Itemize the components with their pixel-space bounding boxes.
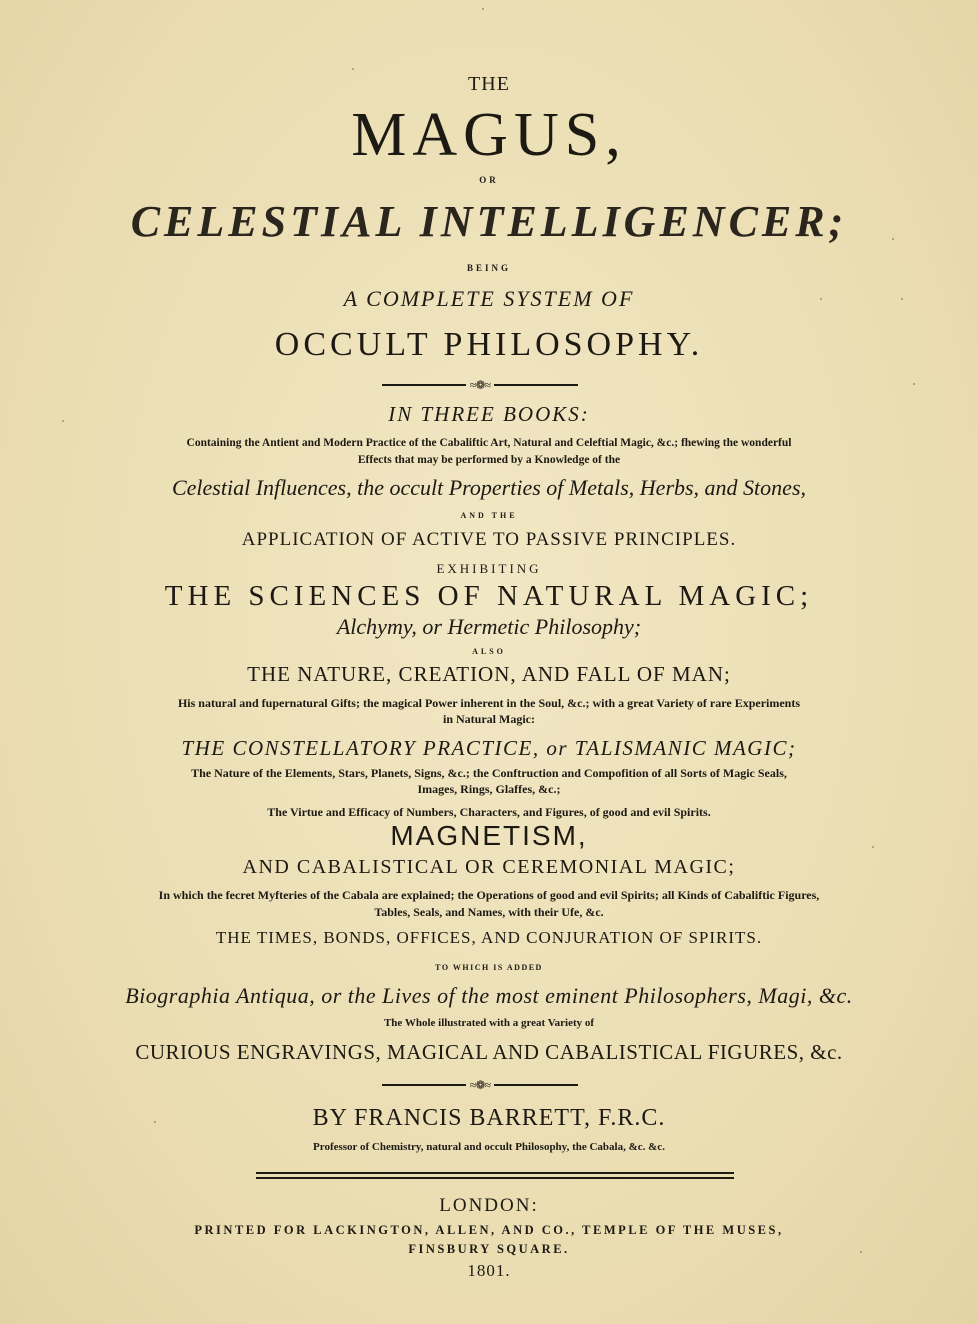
label-complete-system: A COMPLETE SYSTEM OF	[343, 286, 635, 311]
text-elements-2: Images, Rings, Glaffes, &c.;	[417, 782, 561, 796]
paper-speck	[482, 8, 484, 10]
paper-speck	[901, 298, 903, 300]
text-curious-engravings: CURIOUS ENGRAVINGS, MAGICAL AND CABALISTICAL FIGURES, &c.	[135, 1040, 843, 1064]
title-occult-philosophy: OCCULT PHILOSOPHY.	[274, 326, 704, 363]
paper-speck	[913, 383, 915, 385]
text-whole-illustrated: The Whole illustrated with a great Variety of	[383, 1017, 595, 1029]
text-author: BY FRANCIS BARRETT, F.R.C.	[312, 1105, 666, 1131]
title-the: THE	[468, 73, 510, 95]
text-magnetism: MAGNETISM,	[390, 820, 588, 851]
text-alchymy: Alchymy, or Hermetic Philosophy;	[336, 614, 642, 639]
paper-speck	[872, 846, 874, 848]
text-times-bonds: THE TIMES, BONDS, OFFICES, AND CONJURATION OF SPIRITS.	[215, 928, 763, 947]
text-cabalistical: AND CABALISTICAL OR CEREMONIAL MAGIC;	[242, 856, 736, 878]
text-mysteries-1: In which the fecret Myfteries of the Cabala are explained; the Operations of good and evil Spirits; all Kinds of Cabaliftic Figures,	[158, 888, 820, 902]
text-year: 1801.	[467, 1261, 511, 1280]
label-being: BEING	[466, 263, 511, 273]
label-to-which: TO WHICH IS ADDED	[435, 963, 543, 972]
paper-speck	[860, 1251, 862, 1253]
text-printed-for: PRINTED FOR LACKINGTON, ALLEN, AND CO., TEMPLE OF THE MUSES,	[194, 1223, 784, 1237]
label-in-three-books: IN THREE BOOKS:	[388, 402, 590, 426]
paper-speck	[892, 238, 894, 240]
text-elements-1: The Nature of the Elements, Stars, Planets, Signs, &c.; the Conftruction and Compofition of all Sorts of Magic Seals,	[191, 766, 787, 780]
text-mysteries-2: Tables, Seals, and Names, with their Ufe, &c.	[374, 905, 604, 919]
text-celestial-influences: Celestial Influences, the occult Properties of Metals, Herbs, and Stones,	[171, 475, 806, 500]
text-finsbury: FINSBURY SQUARE.	[408, 1242, 570, 1256]
paper-speck	[62, 420, 64, 422]
text-natural-gifts-1: His natural and fupernatural Gifts; the magical Power inherent in the Soul, &c.; with a great Variety of rare Experiments	[177, 696, 801, 710]
text-natural-gifts-2: in Natural Magic:	[443, 712, 535, 726]
label-and-the: AND THE	[460, 511, 518, 520]
title-subtitle: CELESTIAL INTELLIGENCER;	[130, 197, 848, 246]
label-exhibiting: EXHIBITING	[436, 561, 542, 576]
ornament-divider-bottom: ≈❁≈	[382, 1080, 578, 1090]
text-biographia: Biographia Antiqua, or the Lives of the most eminent Philosophers, Magi, &c.	[125, 983, 853, 1008]
title-or: OR	[479, 175, 499, 185]
text-containing-1: Containing the Antient and Modern Practice of the Cabaliftic Art, Natural and Celeftial Magic, &c.; fhewing the wonderful	[186, 437, 792, 449]
text-constellatory: THE CONSTELLATORY PRACTICE, or TALISMANIC MAGIC;	[181, 736, 797, 760]
text-virtue: The Virtue and Efficacy of Numbers, Characters, and Figures, of good and evil Spirits.	[267, 805, 711, 819]
text-nature-creation: THE NATURE, CREATION, AND FALL OF MAN;	[247, 662, 731, 686]
text-london: LONDON:	[439, 1195, 539, 1216]
double-rule	[256, 1172, 734, 1179]
ornament-divider-top: ≈❁≈	[382, 380, 578, 390]
label-also: ALSO	[472, 647, 506, 656]
text-application: APPLICATION OF ACTIVE TO PASSIVE PRINCIPLES.	[241, 529, 737, 550]
paper-speck	[820, 298, 822, 300]
title-magus: MAGUS,	[351, 101, 627, 169]
text-containing-2: Effects that may be performed by a Knowledge of the	[357, 454, 621, 466]
text-author-credentials: Professor of Chemistry, natural and occult Philosophy, the Cabala, &c. &c.	[313, 1141, 665, 1153]
paper-speck	[154, 1121, 156, 1123]
paper-speck	[352, 68, 354, 70]
text-sciences: THE SCIENCES OF NATURAL MAGIC;	[164, 580, 814, 612]
